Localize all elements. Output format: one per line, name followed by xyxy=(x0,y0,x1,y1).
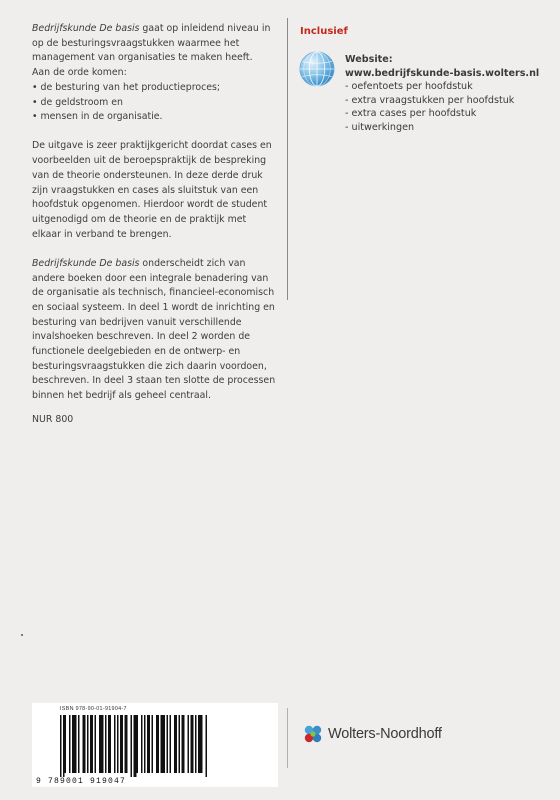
included-item: - oefentoets per hoofdstuk xyxy=(345,81,473,93)
barcode-bar xyxy=(195,715,197,773)
barcode-bar xyxy=(161,715,163,773)
barcode-bar xyxy=(92,715,94,773)
barcode-bar xyxy=(144,715,146,773)
barcode-bar xyxy=(131,715,133,777)
book-title-italic: Bedrijfskunde De basis xyxy=(32,23,140,34)
paragraph-text: gaat op inleidend niveau in op de besturingsvraagstukken waarmee het management van organisaties te maken heeft. xyxy=(32,23,271,64)
barcode-bar xyxy=(126,715,128,773)
barcode-bar xyxy=(147,715,149,773)
barcode-bar xyxy=(149,715,151,773)
included-item: - extra cases per hoofdstuk xyxy=(345,108,477,120)
description-paragraph-1 xyxy=(32,22,276,125)
wolters-kluwer-logo-icon xyxy=(302,723,324,745)
list-item: • de besturing van het productieproces; xyxy=(32,81,221,93)
barcode-bar xyxy=(201,715,203,773)
website-info xyxy=(345,53,555,135)
included-item: - uitwerkingen xyxy=(345,121,415,133)
description-paragraph-2: De uitgave is zeer praktijkgericht doordat cases en voorbeelden uit de beroepspraktijk de bespreking van de theorie ondersteunen. In deze derde druk zijn vraagstukken en cases als sluitstuk van een hoofdstuk opgenomen. Hierdoor wordt de student uitgenodigd om de theorie en de praktijk met elkaar in verband te brengen. xyxy=(32,140,272,240)
barcode-bar xyxy=(90,715,92,773)
book-title-italic: Bedrijfskunde De basis xyxy=(32,257,140,269)
barcode-bar xyxy=(134,715,136,777)
barcode-bar xyxy=(105,715,107,773)
barcode-bar xyxy=(75,715,77,773)
barcode-bar xyxy=(101,715,103,773)
barcode-bar xyxy=(65,715,67,773)
barcode-bar xyxy=(164,715,166,773)
column-divider xyxy=(287,18,288,300)
description-paragraph-3 xyxy=(32,257,276,404)
barcode-bar xyxy=(60,715,62,777)
nur-code: NUR 800 xyxy=(32,414,74,425)
barcode-bar xyxy=(192,715,194,773)
barcode-bar xyxy=(191,715,193,773)
barcode-bar xyxy=(74,715,76,773)
barcode-bar xyxy=(63,715,65,777)
barcode-bar xyxy=(141,715,143,773)
barcode-bar xyxy=(176,715,178,773)
barcode-bar xyxy=(188,715,190,773)
barcode-bar xyxy=(179,715,181,773)
barcode-bar xyxy=(174,715,176,773)
publisher-name: Wolters-Noordhoff xyxy=(328,726,442,742)
barcode-bar xyxy=(87,715,89,773)
barcode-bar xyxy=(117,715,119,773)
barcode-bar xyxy=(84,715,86,773)
barcode-bar xyxy=(170,715,172,773)
barcode-bar xyxy=(95,715,97,773)
barcode-bar xyxy=(99,715,101,773)
barcode-bar xyxy=(114,715,116,773)
barcode-bar xyxy=(125,715,127,773)
barcode-bar xyxy=(137,715,139,773)
inclusief-heading: Inclusief xyxy=(300,26,348,37)
barcode-bar xyxy=(156,715,158,773)
barcode-bar xyxy=(110,715,112,773)
isbn-label: ISBN 978-90-01-91904-7 xyxy=(60,706,127,712)
barcode-area xyxy=(32,703,278,787)
barcode-bar xyxy=(102,715,104,773)
barcode-bar xyxy=(182,715,184,773)
barcode-bar xyxy=(152,715,154,773)
bottom-divider xyxy=(287,708,288,768)
barcode-digits: 9 789001 919047 xyxy=(36,777,127,786)
barcode-bar xyxy=(69,715,71,773)
barcode-bar xyxy=(135,715,137,777)
barcode-bar xyxy=(200,715,202,773)
barcode-bar xyxy=(162,715,164,773)
barcode-bar xyxy=(78,715,80,773)
barcode-bar xyxy=(167,715,169,773)
barcode-icon xyxy=(32,703,278,787)
barcode-bar xyxy=(83,715,85,773)
list-item: • de geldstroom en xyxy=(32,96,123,108)
publisher-logo-block xyxy=(302,723,442,745)
included-item: - extra vraagstukken per hoofdstuk xyxy=(345,94,515,106)
list-intro: Aan de orde komen: xyxy=(32,67,127,79)
description-column xyxy=(32,22,276,418)
globe-icon xyxy=(298,50,336,88)
barcode-bar xyxy=(158,715,160,773)
stray-dot xyxy=(21,634,23,636)
list-item: • mensen in de organisatie. xyxy=(32,111,163,123)
barcode-bar xyxy=(206,715,208,777)
website-label: Website: xyxy=(345,54,393,65)
paragraph-text: onderscheidt zich van andere boeken door een integrale benadering van de organisatie als technisch, financieel-economisch en sociaal systeem. In deel 1 wordt de inrichting en besturing van bedrijven vanuit verschillende invalshoeken beschreven. In deel 2 worden de functionele deelgebieden en de ontwerp- en besturingsvraagstukken die zich daarin voordoen, beschreven. In deel 3 staan ten slotte de processen binnen het bedrijf als geheel centraal. xyxy=(32,257,276,402)
barcode-bar xyxy=(72,715,74,773)
barcode-bar xyxy=(183,715,185,773)
barcode-bar xyxy=(108,715,110,773)
barcode-bar xyxy=(198,715,200,773)
barcode-bar xyxy=(120,715,122,773)
website-url[interactable]: www.bedrijfskunde-basis.wolters.nl xyxy=(345,67,540,79)
barcode-bar xyxy=(122,715,124,773)
